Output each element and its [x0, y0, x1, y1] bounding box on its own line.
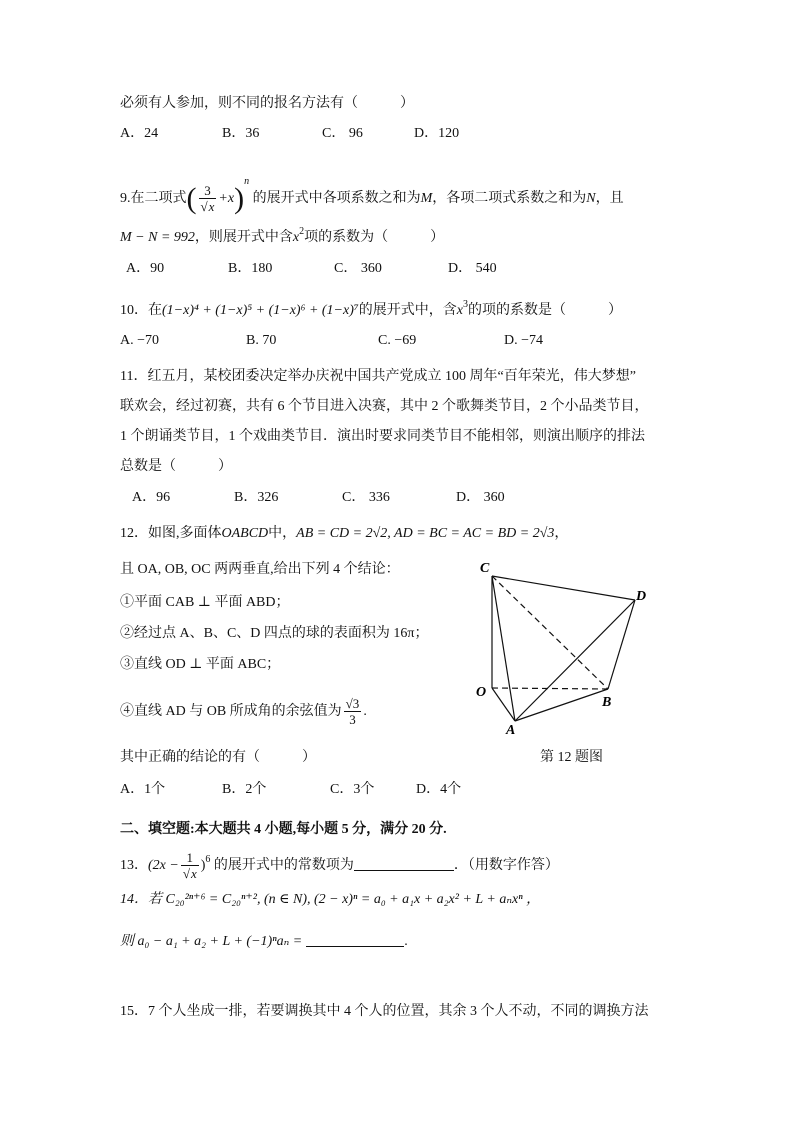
- q12-conclusion-1: ①平面 CAB ⊥ 平面 ABD；: [120, 595, 290, 610]
- q12-option-c: C．3个: [330, 782, 375, 797]
- q10-option-c: C. −69: [378, 333, 417, 348]
- q9-plus-x: +x: [218, 191, 235, 206]
- q12-option-a: A．1个: [120, 782, 166, 797]
- edge-ab: [515, 689, 608, 721]
- q12-ask: 其中正确的结论的有（ ）: [120, 750, 316, 765]
- q9-line1: 9.在二项式( $\frac{3}{√x}$ +x)$^n$ 的展开式中各项系数之和为M，各项二项式系数之和为N，且: [120, 176, 624, 215]
- q12-conclusion-2: ②经过点 A、B、C、D 四点的球的表面积为 16π；: [120, 626, 429, 641]
- q14-line1: 14．若 C₂₀²ⁿ⁺⁶ = C₂₀ⁿ⁺², (n ∈ N), (2 − x)ⁿ = a₀ + a₁x + a₂x² + L + aₙxⁿ ，: [120, 892, 541, 907]
- q12-line1: 12．如图,多面体OABCD中，AB = CD = 2√2, AD = BC = AC = BD = 2√3，: [120, 526, 569, 541]
- q10-option-b: B. 70: [246, 333, 277, 348]
- q12-polyhedron-figure: [470, 556, 660, 736]
- q11-option-d: D． 360: [456, 490, 505, 505]
- label-c: C: [480, 561, 490, 576]
- q8-option-a: A．24: [120, 126, 159, 141]
- q9-option-c: C． 360: [334, 261, 382, 276]
- q12-option-b: B．2个: [222, 782, 267, 797]
- q15-line1: 15．7 个人坐成一排，若要调换其中 4 个人的位置，其余 3 个人不动，不同的调换方法: [120, 1004, 649, 1019]
- q13-answer-blank[interactable]: [354, 856, 454, 871]
- q9-power: n: [244, 176, 250, 187]
- q14-answer-blank[interactable]: [306, 932, 404, 947]
- edge-cd: [492, 576, 635, 600]
- q12-c4-fraction: $\frac{√3}{3}$: [345, 696, 360, 728]
- label-d: D: [636, 589, 647, 604]
- q9-fraction: $\frac{3}{√x}$: [200, 183, 215, 215]
- q8-option-c: C． 96: [322, 126, 363, 141]
- edge-ca: [492, 576, 515, 721]
- section-heading: 二、填空题:本大题共 4 小题,每小题 5 分，满分 20 分.: [120, 822, 447, 837]
- label-b: B: [602, 695, 612, 710]
- q9-option-b: B．180: [228, 261, 273, 276]
- edge-oa: [492, 688, 515, 721]
- q12-conclusion-4: ④直线 AD 与 OB 所成角的余弦值为 $\frac{√3}{3}$ .: [120, 696, 367, 728]
- q13-stem: 13．(2x − $\frac{1}{√x}$ )$^6$ 的展开式中的常数项为 ．（用数字作答）: [120, 850, 559, 882]
- q12-line2: 且 OA, OB, OC 两两垂直,给出下列 4 个结论：: [120, 562, 400, 577]
- q11-line1: 11．红五月，某校团委决定举办庆祝中国共产党成立 100 周年“百年荣光，伟大梦想”: [120, 369, 636, 384]
- q12-option-d: D．4个: [416, 782, 462, 797]
- q9-option-d: D． 540: [448, 261, 497, 276]
- q10-option-d: D. −74: [504, 333, 544, 348]
- q13-fraction: $\frac{1}{√x}$: [182, 850, 197, 882]
- q11-option-b: B．326: [234, 490, 279, 505]
- q12-conclusion-3: ③直线 OD ⊥ 平面 ABC；: [120, 657, 281, 672]
- q10-stem: 10．在(1−x)⁴ + (1−x)⁵ + (1−x)⁶ + (1−x)⁷的展开式中，含$x^3$的项的系数是（ ）: [120, 299, 622, 318]
- q11-option-c: C． 336: [342, 490, 390, 505]
- q8-option-b: B．36: [222, 126, 260, 141]
- q11-line4: 总数是（ ）: [120, 459, 232, 474]
- label-a: A: [506, 723, 516, 736]
- q8-option-d: D．120: [414, 126, 460, 141]
- q14-line2: 则 a₀ − a₁ + a₂ + L + (−1)ⁿaₙ = .: [120, 934, 408, 949]
- q9-lead: 9.在二项式: [120, 191, 187, 206]
- q11-option-a: A．96: [132, 490, 171, 505]
- q10-option-a: A. −70: [120, 333, 160, 348]
- q11-line2: 联欢会，经过初赛，共有 6 个节目进入决赛，其中 2 个歌舞类节目，2 个小品类节目，: [120, 399, 649, 414]
- q9-line2: M − N = 992，则展开式中含$x^2$项的系数为（ ）: [120, 226, 445, 245]
- label-o: O: [476, 685, 487, 700]
- q9-option-a: A．90: [126, 261, 165, 276]
- q11-line3: 1 个朗诵类节目，1 个戏曲类节目．演出时要求同类节目不能相邻，则演出顺序的排法: [120, 429, 645, 444]
- q12-caption: 第 12 题图: [540, 750, 603, 765]
- q8-stem: 必须有人参加，则不同的报名方法有（ ）: [120, 96, 414, 111]
